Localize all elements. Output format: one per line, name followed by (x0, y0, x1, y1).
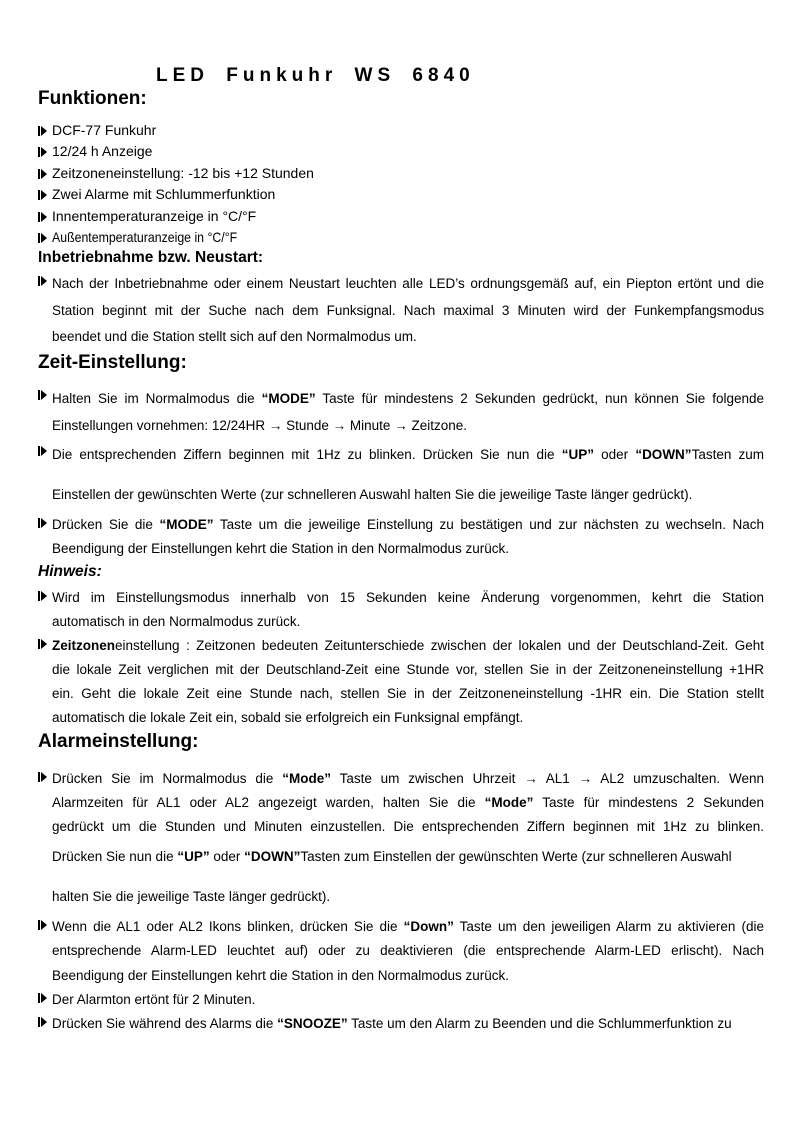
text-segment: Der Alarmton ertönt für 2 Minuten. (52, 992, 256, 1008)
text-segment: Beendigung der Einstellungen kehrt die Station in den Normalmodus zurück. (52, 541, 510, 557)
bold-text-segment: “Mode” (484, 794, 534, 810)
paragraph (52, 767, 764, 839)
bullet-paragraph (38, 271, 764, 351)
text-segment: Wird im Einstellungsmodus innerhalb von 15 Sekunden keine Änderung vorgenommen, kehrt die Station (52, 589, 764, 605)
bullet-paragraph (38, 915, 764, 989)
text-line (52, 815, 764, 839)
text-line (52, 271, 764, 298)
bullet-icon (38, 993, 48, 1004)
text-segment: entsprechende Alarm-LED leuchtet auf) oder zu deaktivieren (die entsprechende Alarm-LED erlischt). Nach (52, 943, 764, 959)
text-line (52, 885, 764, 909)
text-line (52, 658, 764, 682)
bold-text-segment: Zeitzonen (52, 637, 115, 653)
text-segment: Einstellen der gewünschten Werte (zur schnelleren Auswahl halten Sie die jeweilige Taste länger gedrückt). (52, 486, 693, 502)
document-title: LED Funkuhr WS 6840 (156, 65, 475, 86)
list-item-label: DCF-77 Funkuhr (52, 122, 157, 138)
text-line (52, 1012, 764, 1036)
text-line (52, 298, 764, 325)
paragraph (52, 385, 764, 439)
text-segment: halten Sie die jeweilige Taste länger gedrückt). (52, 888, 331, 904)
bold-text-segment: “SNOOZE” (277, 1016, 348, 1032)
text-segment: Alarmzeiten für AL1 oder AL2 angezeigt warden, halten Sie die (52, 794, 485, 810)
text-line (52, 767, 764, 791)
text-segment: Halten Sie im Normalmodus die (52, 390, 262, 406)
bullet-icon (38, 1017, 48, 1028)
text-line (52, 537, 764, 562)
text-line (52, 791, 764, 815)
bullet-icon (38, 147, 48, 158)
section-heading-hinweis: Hinweis: (38, 562, 102, 580)
bullet-icon (38, 920, 48, 931)
paragraph (52, 988, 764, 1012)
bullet-paragraph (38, 441, 764, 468)
paragraph (52, 481, 764, 508)
text-line (52, 324, 764, 351)
text-segment: Beendigung der Einstellungen kehrt die Station in den Normalmodus zurück. (52, 967, 510, 983)
bold-text-segment: “MODE” (159, 516, 214, 532)
text-segment: Drücken Sie nun die (52, 848, 178, 864)
paragraph-continuation (38, 845, 764, 869)
text-segment: Die entsprechenden Ziffern beginnen mit 1Hz zu blinken. Drücken Sie nun die (52, 446, 562, 462)
bullet-paragraph (38, 513, 764, 562)
list-item-label: 12/24 h Anzeige (52, 143, 153, 160)
bold-text-segment: “UP” (561, 446, 594, 462)
text-segment: Wenn die AL1 oder AL2 Ikons blinken, drücken Sie die (52, 918, 404, 934)
section-heading-funktionen: Funktionen: (38, 88, 147, 109)
text-segment: Nach der Inbetriebnahme oder einem Neustart leuchten alle LED’s ordnungsgemäß auf, ein Piepton ertönt und die (52, 276, 764, 292)
bullet-paragraph (38, 586, 764, 634)
paragraph (52, 634, 764, 730)
bold-text-segment: “DOWN” (635, 446, 692, 462)
list-item-label: Außentemperaturanzeige in °C/°F (52, 229, 238, 246)
text-segment: einstellung : Zeitzonen bedeuten Zeitunterschiede zwischen der lokalen und der Deutschland-Zeit. Geht (115, 637, 764, 653)
text-line (52, 634, 764, 658)
list-item (38, 120, 764, 141)
bullet-icon (38, 591, 48, 602)
text-segment: automatisch die lokale Zeit ein, sobald sie erfolgreich ein Funksignal empfängt. (52, 709, 524, 725)
bullet-icon (38, 212, 48, 223)
text-line (52, 385, 764, 412)
bullet-paragraph (38, 988, 764, 1012)
text-segment: Taste um den jeweiligen Alarm zu aktivieren (die (453, 918, 764, 934)
text-segment: die lokale Zeit verglichen mit der Deutschland-Zeit eine Stunde vor, stellen Sie in der Zeitzoneneinstellung +1HR (52, 661, 764, 677)
text-segment: Station beginnt mit der Suche nach dem Funksignal. Nach maximal 3 Minuten wird der Funkempfangsmodus (52, 302, 764, 318)
section-heading-alarmeinstellung: Alarmeinstellung: (38, 730, 199, 752)
bullet-icon (38, 276, 48, 287)
paragraph (52, 845, 764, 869)
list-item (38, 163, 764, 184)
list-item (38, 227, 764, 248)
bullet-icon (38, 190, 48, 201)
bullet-icon (38, 169, 48, 180)
text-segment: Drücken Sie die (52, 516, 160, 532)
bullet-icon (38, 446, 48, 457)
text-segment: Tasten zum Einstellen der gewünschten Werte (zur schnelleren Auswahl (300, 848, 732, 864)
text-line (52, 586, 764, 610)
bold-text-segment: “Down” (403, 918, 454, 934)
section-heading-zeit-einstellung: Zeit-Einstellung: (38, 351, 187, 373)
text-segment: Taste für mindestens 2 Sekunden (533, 794, 764, 810)
text-segment: gedrückt um die Stunden und Minuten einzustellen. Die entsprechenden Ziffern beginnen mit 1Hz zu blinken. (52, 818, 764, 834)
paragraph (52, 1012, 764, 1036)
bullet-paragraph (38, 634, 764, 730)
text-segment: automatisch in den Normalmodus zurück. (52, 613, 301, 629)
list-item (38, 184, 764, 205)
text-segment: Einstellungen vornehmen: 12/24HR → Stunde → Minute → Zeitzone. (52, 417, 467, 433)
text-line (52, 441, 764, 468)
bold-text-segment: “MODE” (261, 390, 316, 406)
text-line (52, 412, 764, 439)
bold-text-segment: “DOWN” (244, 848, 301, 864)
bullet-icon (38, 518, 48, 529)
bullet-icon (38, 390, 48, 401)
list-item (38, 141, 764, 162)
text-line (52, 706, 764, 730)
text-segment: Tasten zum (691, 446, 765, 462)
list-item (38, 206, 764, 227)
paragraph-continuation (38, 481, 764, 508)
text-segment: Taste um den Alarm zu Beenden und die Schlummerfunktion zu (347, 1016, 732, 1032)
bullet-icon (38, 772, 48, 783)
paragraph (52, 513, 764, 562)
bullet-paragraph (38, 767, 764, 839)
text-segment: oder (209, 848, 245, 864)
paragraph (52, 915, 764, 989)
paragraph (52, 271, 764, 351)
text-line (52, 964, 764, 989)
funktionen-list (38, 120, 764, 248)
text-line (52, 513, 764, 538)
paragraph (52, 586, 764, 634)
text-line (52, 939, 764, 964)
list-item-label: Zwei Alarme mit Schlummerfunktion (52, 186, 276, 203)
text-segment: Taste um zwischen Uhrzeit → AL1 → AL2 umzuschalten. Wenn (330, 770, 764, 786)
text-segment: Taste für mindestens 2 Sekunden gedrückt, nun können Sie folgende (315, 390, 764, 406)
paragraph-continuation (38, 885, 764, 909)
text-segment: ein. Geht die lokale Zeit eine Stunde nach, stellen Sie in der Zeitzoneneinstellung -1HR ein. Die Station stellt (52, 685, 764, 701)
text-segment: oder (593, 446, 636, 462)
text-line (52, 845, 764, 869)
list-item-label: Innentemperaturanzeige in °C/°F (52, 207, 257, 224)
bold-text-segment: “UP” (177, 848, 210, 864)
text-segment: beendet und die Station stellt sich auf den Normalmodus um. (52, 329, 417, 345)
bullet-paragraph (38, 1012, 764, 1036)
paragraph (52, 885, 764, 909)
list-item-label: Zeitzoneneinstellung: -12 bis +12 Stunden (52, 164, 314, 181)
bullet-icon (38, 126, 48, 137)
text-line (52, 481, 764, 508)
text-segment: Taste um die jeweilige Einstellung zu bestätigen und zur nächsten zu wechseln. Nach (213, 516, 764, 532)
bold-text-segment: “Mode” (282, 770, 331, 786)
text-segment: Drücken Sie während des Alarms die (52, 1016, 278, 1032)
text-line (52, 915, 764, 940)
bullet-paragraph (38, 385, 764, 439)
text-line (52, 682, 764, 706)
text-segment: Drücken Sie im Normalmodus die (52, 770, 283, 786)
paragraph (52, 441, 764, 468)
text-line (52, 610, 764, 634)
bullet-icon (38, 639, 48, 650)
text-line (52, 988, 764, 1012)
section-heading-inbetriebnahme: Inbetriebnahme bzw. Neustart: (38, 249, 264, 267)
bullet-icon (38, 233, 48, 244)
